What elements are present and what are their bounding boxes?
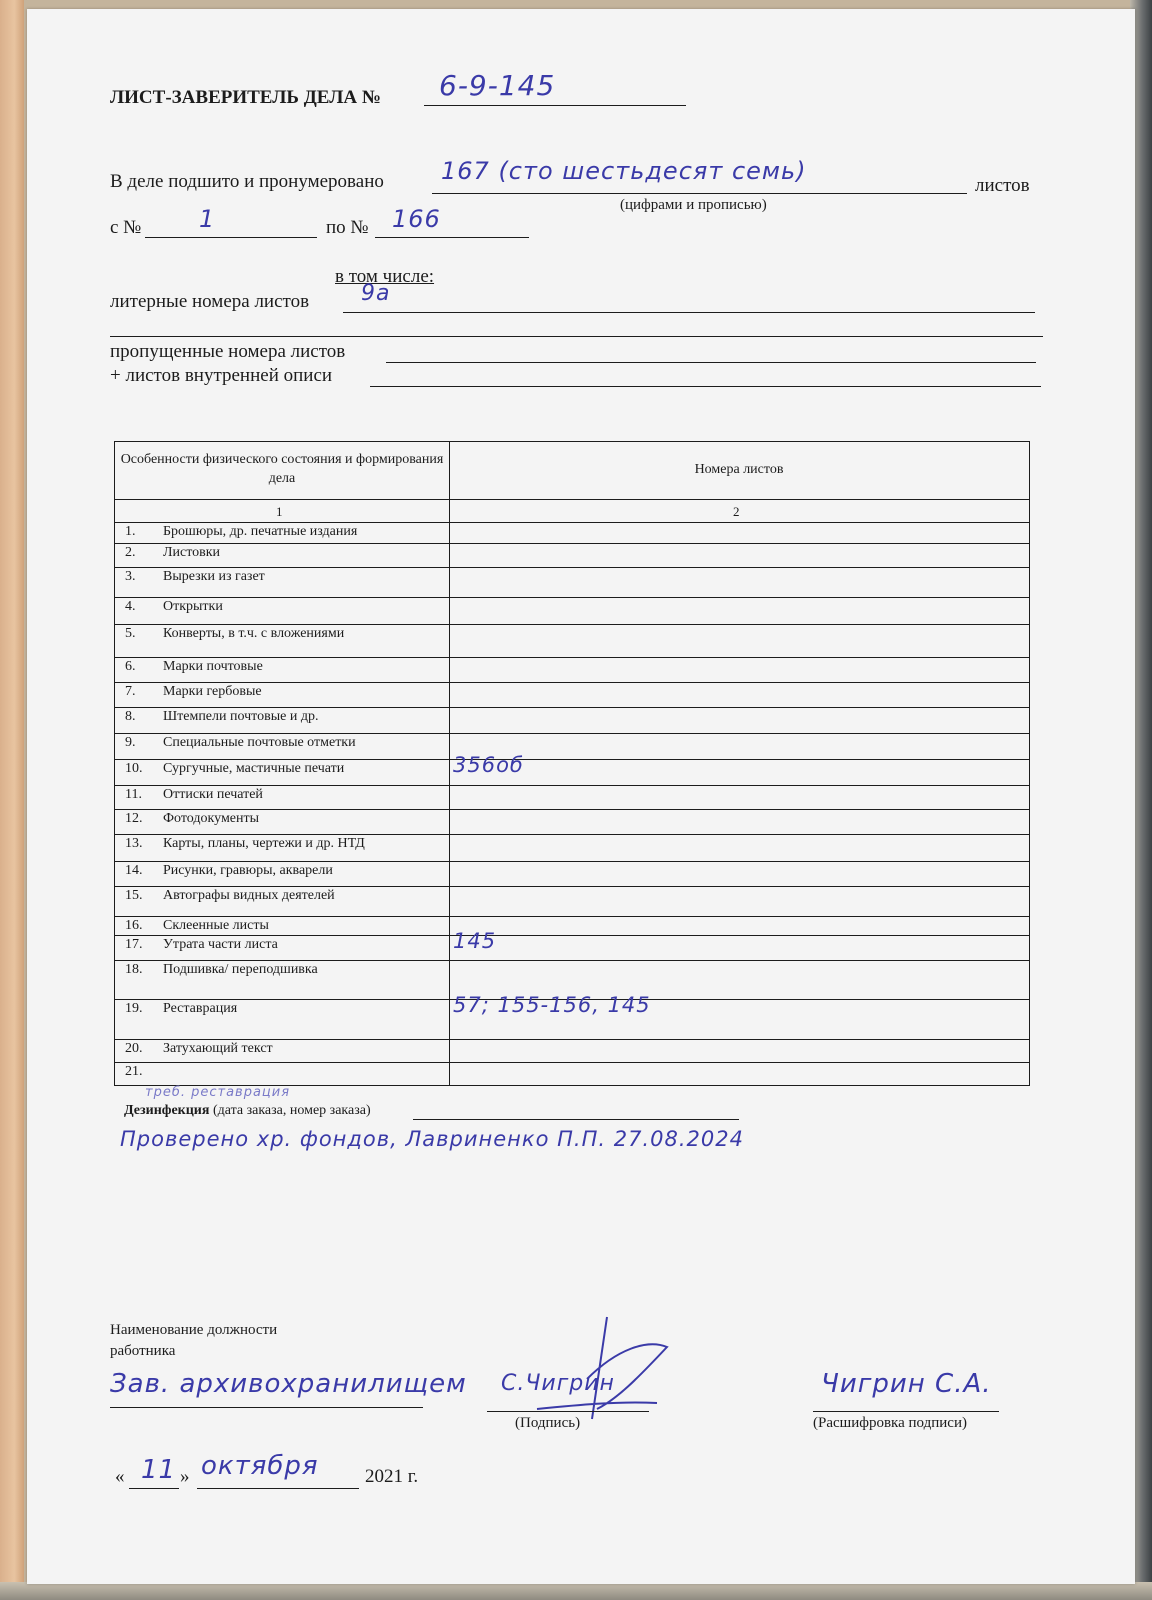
position-value-handwritten: Зав. архивохранилищем (110, 1369, 467, 1399)
disinfection-label-bold: Дезинфекция (124, 1103, 210, 1118)
table-rule (115, 1039, 1029, 1040)
disinfection-line (413, 1119, 739, 1120)
literal-line-2 (110, 336, 1043, 337)
table-rule (115, 543, 1029, 544)
date-day: 11 (141, 1455, 177, 1485)
table-row-number: 17. (125, 937, 143, 952)
table-row-number: 2. (125, 545, 136, 560)
table-row-number: 19. (125, 1001, 143, 1016)
table-col2-number: 2 (733, 504, 740, 519)
table-row-label: Вырезки из газет (163, 569, 265, 584)
table-row-label: Оттиски печатей (163, 787, 263, 802)
count-handwritten: 167 (сто шестьдесят семь) (441, 157, 807, 185)
certification-sheet (27, 9, 1135, 1584)
range-to-label: по № (326, 217, 369, 238)
table-row-label: Открытки (163, 599, 223, 614)
table-rule (115, 834, 1029, 835)
date-close-quote: » (180, 1466, 190, 1487)
table-row-number: 1. (125, 524, 136, 539)
decipher-hint: (Расшифровка подписи) (813, 1415, 967, 1431)
date-month: октября (201, 1451, 319, 1481)
range-to-value: 166 (392, 205, 441, 233)
date-open-quote: « (115, 1466, 125, 1487)
table-rule (115, 707, 1029, 708)
count-hint: (цифрами и прописью) (620, 197, 767, 213)
table-column-divider (449, 442, 450, 1085)
count-suffix: листов (975, 175, 1030, 196)
date-day-line (129, 1488, 179, 1489)
date-year: 2021 г. (365, 1466, 419, 1487)
table-rule (115, 499, 1029, 500)
signature-line (487, 1411, 649, 1412)
table-col1-number: 1 (276, 504, 283, 519)
table-rule (115, 624, 1029, 625)
table-rule (115, 567, 1029, 568)
decipher-handwritten: Чигрин С.А. (821, 1369, 992, 1399)
table-row-label: Специальные почтовые отметки (163, 735, 356, 750)
disinfection-label (124, 1103, 371, 1119)
table-row-label: Склеенные листы (163, 918, 269, 933)
note-small-handwritten: треб. реставрация (145, 1085, 291, 1100)
table-row-number: 8. (125, 709, 136, 724)
table-row-number: 9. (125, 735, 136, 750)
table-rule (115, 682, 1029, 683)
table-row-value: 57; 155-156, 145 (453, 993, 651, 1017)
table-row-label: Фотодокументы (163, 811, 260, 826)
table-row-number: 10. (125, 761, 143, 776)
literal-line (343, 312, 1035, 313)
table-header-col2: Номера листов (694, 462, 784, 477)
table-row-label: Марки гербовые (163, 684, 262, 699)
table-row-number: 3. (125, 569, 136, 584)
table-row-label: Листовки (163, 545, 221, 560)
range-from-value: 1 (199, 205, 216, 233)
table-row-label: Реставрация (163, 1001, 238, 1016)
table-rule (115, 657, 1029, 658)
table-rule (115, 785, 1029, 786)
range-to-line (375, 237, 529, 238)
range-from-label: с № (110, 217, 142, 238)
table-row-label: Штемпели почтовые и др. (163, 709, 319, 724)
table-rule (115, 935, 1029, 936)
condition-table (114, 441, 1030, 1086)
table-row-number: 21. (125, 1064, 143, 1079)
disinfection-label-rest: (дата заказа, номер заказа) (209, 1103, 371, 1118)
table-row-label: Затухающий текст (163, 1041, 273, 1056)
position-label-1: Наименование должности (110, 1322, 278, 1338)
table-row-number: 15. (125, 888, 143, 903)
signature-handwritten: С.Чигрин (501, 1371, 615, 1396)
table-row-label: Конверты, в т.ч. с вложениями (163, 626, 345, 641)
missing-line (386, 362, 1036, 363)
table-rule (115, 916, 1029, 917)
table-row-number: 16. (125, 918, 143, 933)
internal-label: + листов внутренней описи (110, 365, 333, 386)
table-row-number: 12. (125, 811, 143, 826)
table-row-number: 11. (125, 787, 142, 802)
table-row-label: Карты, планы, чертежи и др. НТД (163, 836, 365, 851)
table-row-number: 6. (125, 659, 136, 674)
position-label-2: работника (110, 1343, 176, 1359)
table-row-number: 4. (125, 599, 136, 614)
table-row-label: Рисунки, гравюры, акварели (163, 863, 333, 878)
check-handwritten: Проверено хр. фондов, Лавриненко П.П. 27.08.2024 (120, 1127, 744, 1151)
table-row-label: Подшивка/ переподшивка (163, 962, 318, 977)
literal-value: 9а (361, 281, 391, 306)
table-row-number: 18. (125, 962, 143, 977)
table-rule (115, 960, 1029, 961)
table-row-number: 7. (125, 684, 136, 699)
table-rule (115, 886, 1029, 887)
count-line (432, 193, 967, 194)
table-row-label: Автографы видных деятелей (163, 888, 335, 903)
table-row-value: 145 (453, 929, 497, 953)
table-rule (115, 759, 1029, 760)
table-rule (115, 861, 1029, 862)
count-prefix: В деле подшито и пронумеровано (110, 171, 384, 192)
table-row-value: 356об (453, 753, 524, 777)
table-row-label: Марки почтовые (163, 659, 263, 674)
table-row-number: 5. (125, 626, 136, 641)
table-rule (115, 597, 1029, 598)
literal-label: литерные номера листов (110, 291, 310, 312)
table-row-label: Утрата части листа (163, 937, 278, 952)
case-number-handwritten: 6-9-145 (439, 69, 556, 102)
table-rule (115, 522, 1029, 523)
table-row-number: 20. (125, 1041, 143, 1056)
table-rule (115, 1062, 1029, 1063)
signature-hint: (Подпись) (515, 1415, 581, 1431)
position-line (110, 1407, 423, 1408)
decipher-line (813, 1411, 999, 1412)
including-heading: в том числе: (335, 266, 435, 287)
missing-label: пропущенные номера листов (110, 341, 346, 362)
table-rule (115, 733, 1029, 734)
table-row-number: 14. (125, 863, 143, 878)
date-month-line (197, 1488, 359, 1489)
folder-edge-bottom (0, 1582, 1152, 1600)
folder-cover-left (0, 0, 24, 1600)
range-from-line (145, 237, 317, 238)
page-title: ЛИСТ-ЗАВЕРИТЕЛЬ ДЕЛА № (110, 87, 381, 108)
table-row-number: 13. (125, 836, 143, 851)
table-row-label: Брошюры, др. печатные издания (163, 524, 358, 539)
internal-line (370, 386, 1041, 387)
case-number-line (424, 105, 686, 106)
table-rule (115, 809, 1029, 810)
table-header-col1: Особенности физического состояния и формирования дела (120, 452, 444, 486)
table-row-label: Сургучные, мастичные печати (163, 761, 345, 776)
